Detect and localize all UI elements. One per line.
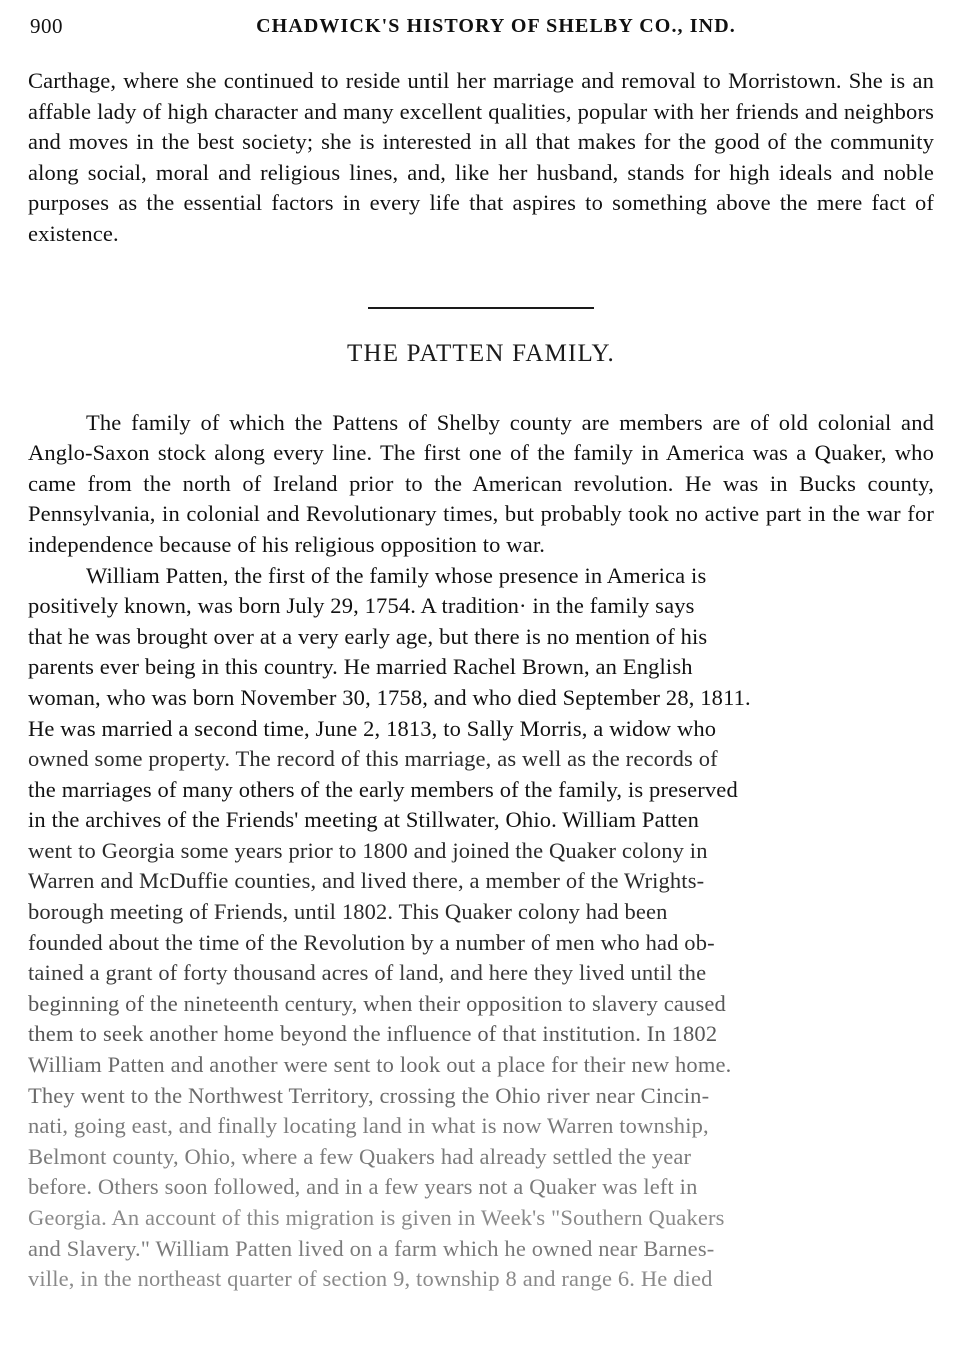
paragraph-2-line: owned some property. The record of this marriage, as well as the records of xyxy=(28,746,718,772)
page-header xyxy=(30,14,932,44)
running-head: CHADWICK'S HISTORY OF SHELBY CO., IND. xyxy=(256,15,736,37)
paragraph-2-line: positively known, was born July 29, 1754. A tradition· in the family says xyxy=(28,593,695,619)
paragraph-1: The family of which the Pattens of Shelby county are members are of old colonial and Anglo-Saxon stock along every line. The first one of the family in America was a Quaker, who came from the north of Ireland prior to the American revolution. He was in Bucks county, Pennsylvania, in colonial and Revolutionary times, but probably took no active part in the war for independence because of his religious opposition to war. xyxy=(28,409,934,557)
page-number: 900 xyxy=(30,14,63,38)
paragraph-2-line: founded about the time of the Revolution by a number of men who had ob- xyxy=(28,929,715,955)
paragraph-2-line: nati, going east, and finally locating land in what is now Warren township, xyxy=(28,1113,709,1139)
paragraph-2-line: ville, in the northeast quarter of section 9, township 8 and range 6. He died xyxy=(28,1266,713,1292)
paragraph-2-line: Warren and McDuffie counties, and lived there, a member of the Wrights- xyxy=(28,868,705,894)
paragraph-2-line: went to Georgia some years prior to 1800 and joined the Quaker colony in xyxy=(28,837,708,863)
section-title: THE PATTEN FAMILY. xyxy=(347,339,615,367)
paragraph-2-line: woman, who was born November 30, 1758, and who died September 28, 1811. xyxy=(28,684,751,710)
paragraph-2-line: borough meeting of Friends, until 1802. This Quaker colony had been xyxy=(28,899,668,925)
paragraph-2-line: in the archives of the Friends' meeting at Stillwater, Ohio. William Patten xyxy=(28,807,700,833)
paragraph-2-line: them to seek another home beyond the influence of that institution. In 1802 xyxy=(28,1021,718,1047)
paragraph-2-line: beginning of the nineteenth century, when their opposition to slavery caused xyxy=(28,990,726,1016)
paragraph-2-line: Belmont county, Ohio, where a few Quakers had already settled the year xyxy=(28,1143,692,1169)
paragraph-2-line: They went to the Northwest Territory, crossing the Ohio river near Cincin- xyxy=(28,1082,710,1108)
horizontal-rule xyxy=(368,307,594,309)
paragraph-2-line: Georgia. An account of this migration is given in Week's "Southern Quakers xyxy=(28,1205,725,1230)
paragraph-2-line: William Patten, the first of the family whose presence in America is xyxy=(86,562,707,588)
paragraph-2-line: William Patten and another were sent to look out a place for their new home. xyxy=(28,1052,732,1078)
paragraph-2-line: the marriages of many others of the early members of the family, is preserved xyxy=(28,776,738,802)
page-body xyxy=(28,66,934,1295)
section-divider xyxy=(28,296,934,298)
paragraph-2-line: before. Others soon followed, and in a few years not a Quaker was left in xyxy=(28,1174,698,1200)
paragraph-2-line: and Slavery." William Patten lived on a farm which he owned near Barnes- xyxy=(28,1235,715,1261)
paragraph-2-line: parents ever being in this country. He married Rachel Brown, an English xyxy=(28,654,693,680)
paragraph-2-line: tained a grant of forty thousand acres of land, and here they lived until the xyxy=(28,960,707,986)
paragraph-2-line: He was married a second time, June 2, 1813, to Sally Morris, a widow who xyxy=(28,715,717,741)
paragraph-continued: Carthage, where she continued to reside until her marriage and removal to Morristown. She is an affable lady of high character and many excellent qualities, popular with her friends and neighbors and moves in the best society; she is interested in all that makes for the good of the community along social, moral and religious lines, and, like her husband, stands for high ideals and noble purposes as the essential factors in every life that aspires to something above the mere fact of existence. xyxy=(28,68,934,246)
paragraph-2 xyxy=(28,561,934,1295)
paragraph-2-line: that he was brought over at a very early age, but there is no mention of his xyxy=(28,623,708,649)
